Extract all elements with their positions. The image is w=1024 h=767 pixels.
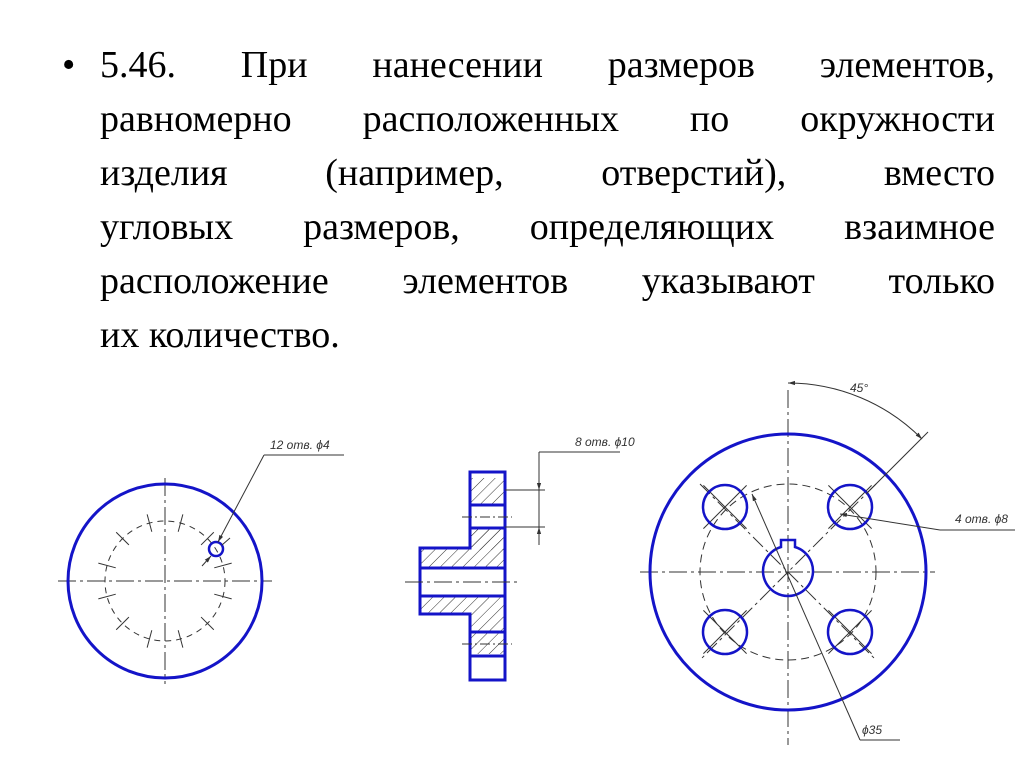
callout-12-holes: 12 отв. ϕ4 xyxy=(270,438,330,452)
text-line-1: 5.46. При нанесении размеров элементов, xyxy=(100,44,995,86)
text-line-6: их количество. xyxy=(100,314,340,356)
drawing-middle-section xyxy=(405,435,635,680)
diameter-35-label: ϕ35 xyxy=(862,723,883,737)
hole-tick-mark xyxy=(201,617,214,630)
text-line-3: изделия (например, отверстий), вместо xyxy=(100,152,995,194)
angle-45-label: 45° xyxy=(850,381,869,395)
text-line-5: расположение элементов указывают только xyxy=(100,260,995,302)
text-line-4: угловых размеров, определяющих взаимное xyxy=(100,206,995,248)
callout-8-holes: 8 отв. ϕ10 xyxy=(575,435,635,449)
bullet-marker: • xyxy=(62,44,76,86)
text-line-2: равномерно расположенных по окружности xyxy=(100,98,995,140)
callout-4-holes: 4 отв. ϕ8 xyxy=(955,512,1008,526)
hole-tick-mark xyxy=(116,532,129,545)
drawing-left-circle xyxy=(58,438,344,684)
drawing-right-flange xyxy=(640,381,1015,745)
hole-tick-mark xyxy=(214,563,231,568)
